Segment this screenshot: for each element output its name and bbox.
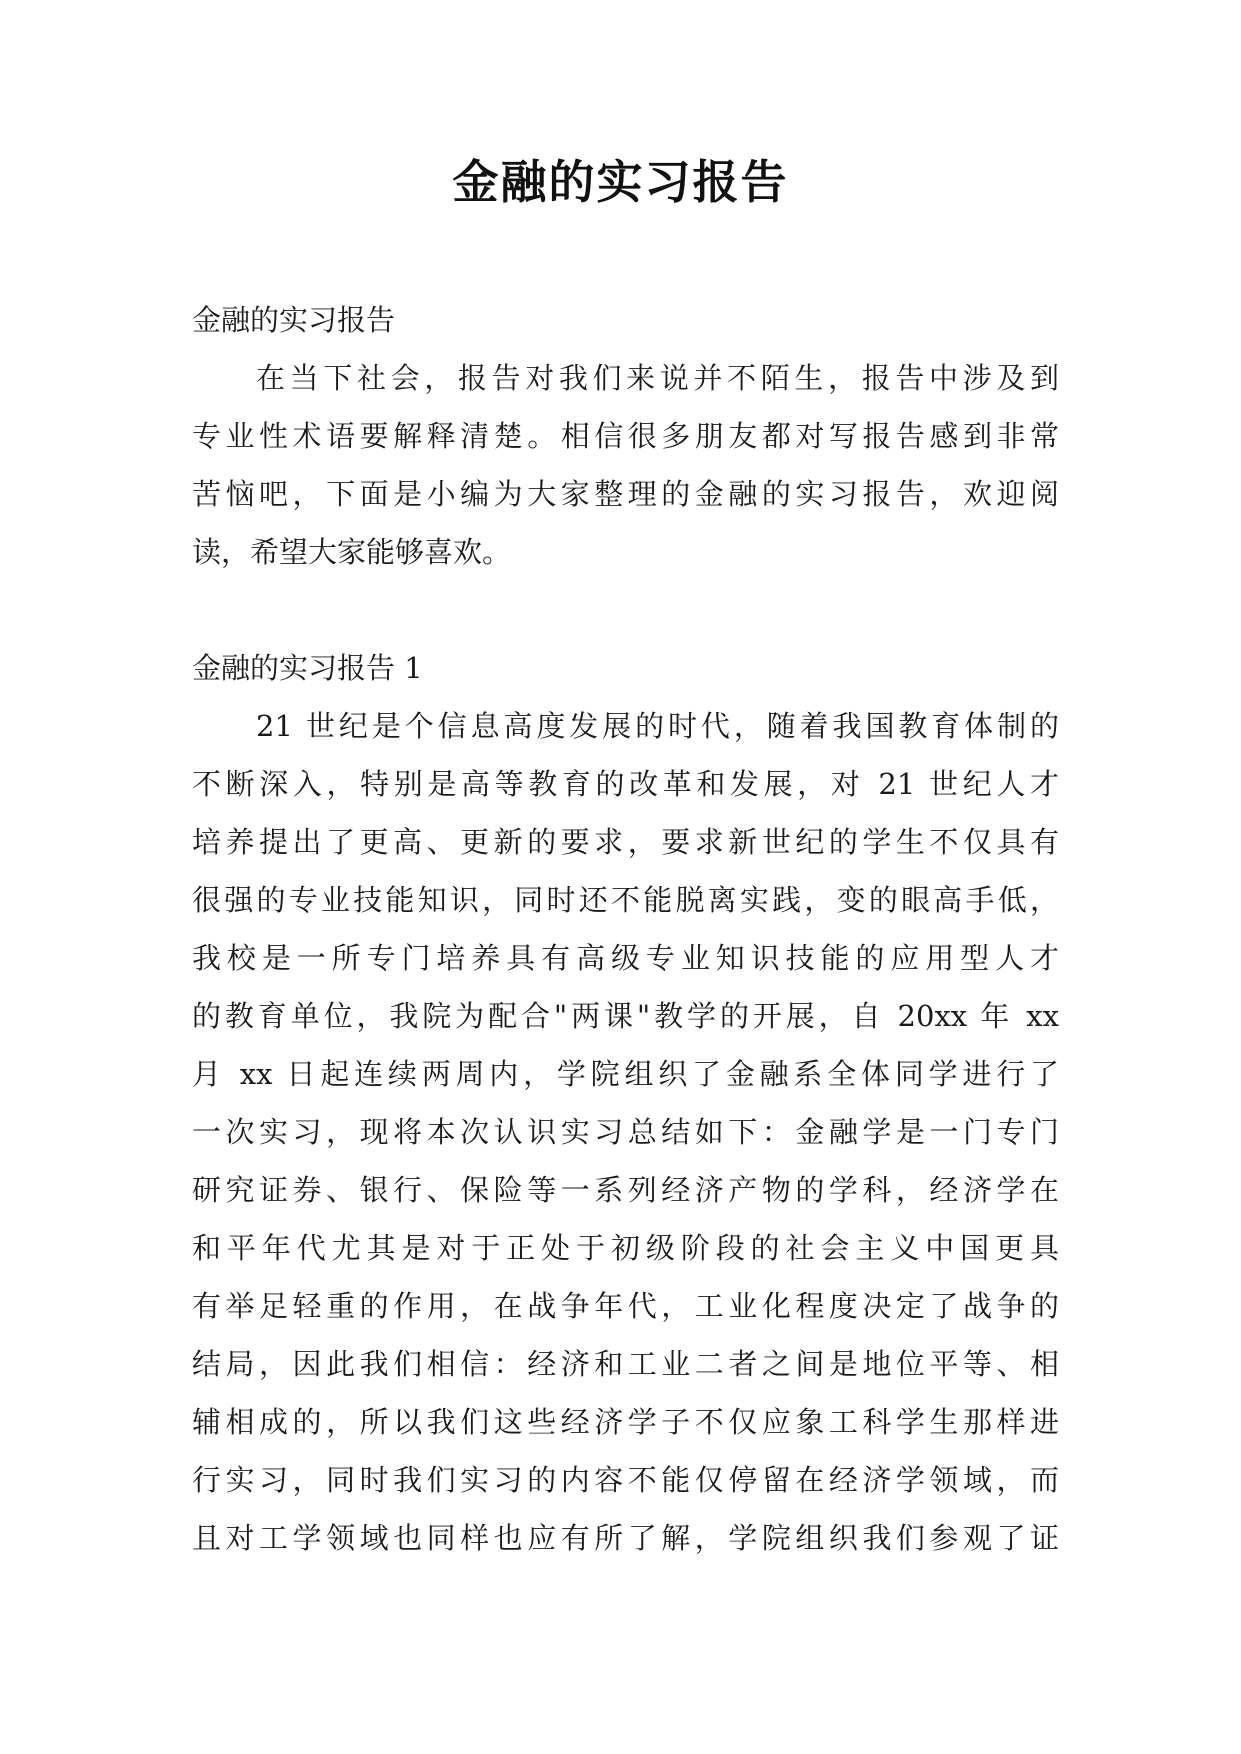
paragraph-line: 在当下社会，报告对我们来说并不陌生，报告中涉及到: [256, 361, 1059, 395]
paragraph-line: 一次实习，现将本次认识实习总结如下：金融学是一门专门: [192, 1115, 1059, 1149]
paragraph-line: 和平年代尤其是对于正处于初级阶段的社会主义中国更具: [192, 1231, 1059, 1265]
section-heading: 金融的实习报告 1: [192, 651, 423, 685]
paragraph-line: 且对工学领域也同样也应有所了解，学院组织我们参观了证: [192, 1521, 1059, 1555]
paragraph-line: 辅相成的，所以我们这些经济学子不仅应象工科学生那样进: [192, 1405, 1059, 1439]
paragraph-line: 专业性术语要解释清楚。相信很多朋友都对写报告感到非常: [192, 419, 1059, 453]
paragraph-line: 培养提出了更高、更新的要求，要求新世纪的学生不仅具有: [192, 825, 1059, 859]
paragraph-line: 读，希望大家能够喜欢。: [192, 535, 512, 569]
paragraph-line: 不断深入，特别是高等教育的改革和发展，对 21 世纪人才: [192, 767, 1059, 801]
paragraph-line: 结局，因此我们相信：经济和工业二者之间是地位平等、相: [192, 1347, 1059, 1381]
paragraph-line: 研究证券、银行、保险等一系列经济产物的学科，经济学在: [192, 1173, 1059, 1207]
paragraph-line: 21 世纪是个信息高度发展的时代，随着我国教育体制的: [256, 709, 1059, 743]
document-title: 金融的实习报告: [452, 155, 789, 209]
paragraph-line: 我校是一所专门培养具有高级专业知识技能的应用型人才: [192, 941, 1059, 975]
section-1-paragraph: [192, 697, 1059, 1567]
paragraph-line: 的教育单位，我院为配合"两课"教学的开展，自 20xx 年 xx: [192, 999, 1059, 1033]
paragraph-line: 很强的专业技能知识，同时还不能脱离实践，变的眼高手低，: [192, 883, 1059, 917]
intro-paragraph: [192, 349, 1059, 581]
paragraph-line: 月 xx 日起连续两周内，学院组织了金融系全体同学进行了: [192, 1057, 1059, 1091]
document-body: [192, 291, 1059, 1567]
paragraph-line: 有举足轻重的作用，在战争年代，工业化程度决定了战争的: [192, 1289, 1059, 1323]
subtitle: 金融的实习报告: [192, 303, 396, 337]
paragraph-line: 苦恼吧，下面是小编为大家整理的金融的实习报告，欢迎阅: [192, 477, 1059, 511]
paragraph-line: 行实习，同时我们实习的内容不能仅停留在经济学领域，而: [192, 1463, 1059, 1497]
paragraph-spacer: [192, 581, 1059, 639]
